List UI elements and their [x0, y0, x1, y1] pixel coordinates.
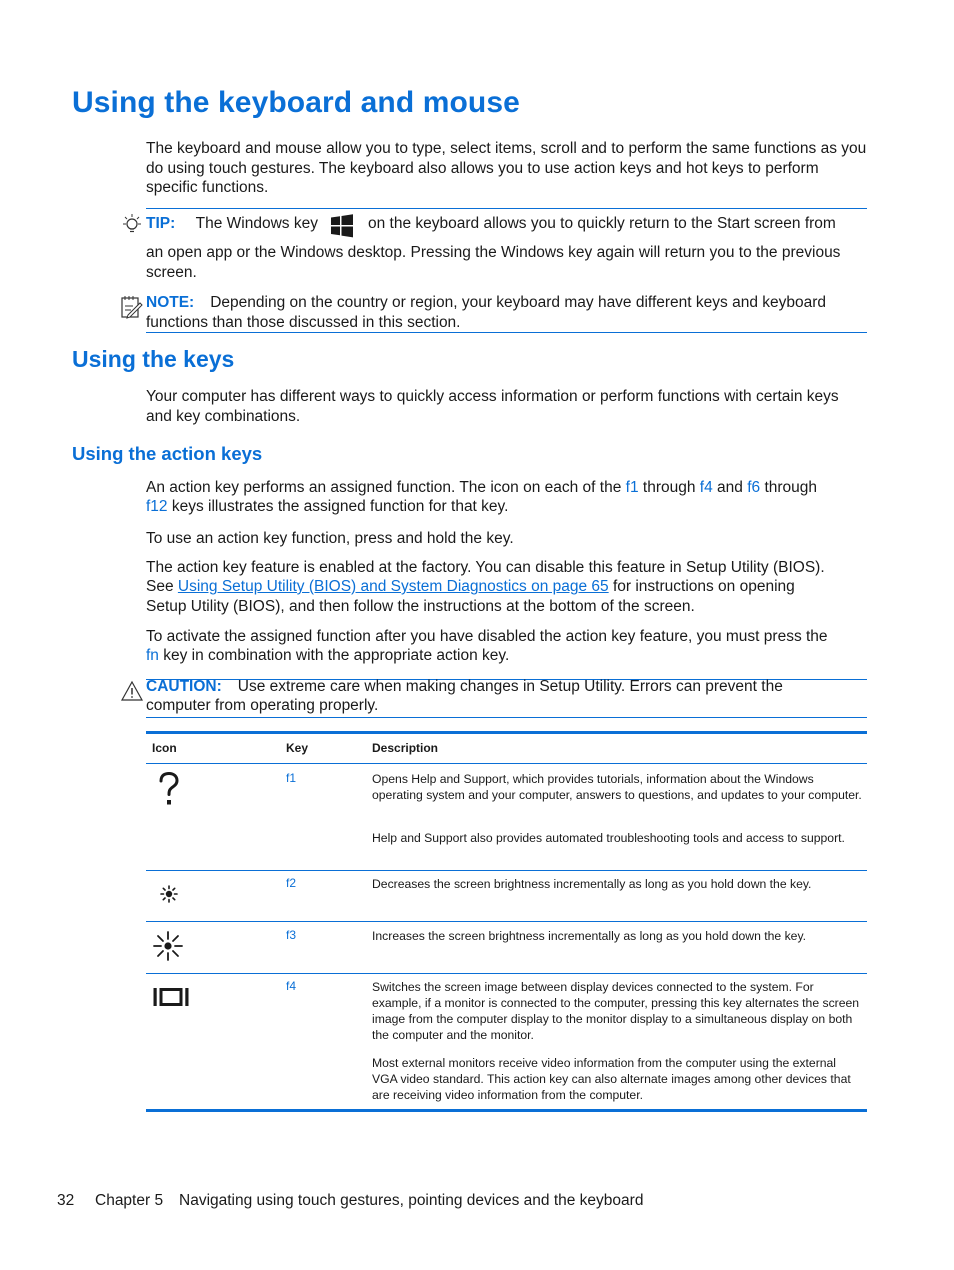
- action-p3-line3: Setup Utility (BIOS), and then follow the instructions at the bottom of the screen.: [146, 598, 695, 615]
- lightbulb-icon: [120, 212, 144, 238]
- note-bottom-rule: [146, 332, 867, 333]
- action-p3-line1: The action key feature is enabled at the factory. You can disable this feature in Setup Utility (BIOS).: [146, 559, 825, 576]
- action-p1-line1: [146, 479, 817, 497]
- table-header-key: Key: [286, 741, 309, 755]
- action-p1-line2: [146, 498, 508, 516]
- brightness-up-icon: [152, 930, 184, 962]
- setup-utility-link[interactable]: Using Setup Utility (BIOS) and System Diagnostics on page 65: [177, 578, 609, 595]
- action-p1-text-a: An action key performs an assigned function. The icon on each of the: [146, 479, 626, 496]
- table-top-rule: [146, 731, 867, 734]
- table-row-1-key: f1: [286, 771, 297, 785]
- footer-chapter: Chapter 5: [95, 1192, 164, 1209]
- action-p4-line2: [146, 647, 509, 665]
- action-p1-text-c: and: [712, 479, 748, 496]
- brightness-down-icon: [158, 883, 180, 905]
- caution-bottom-rule: [146, 717, 867, 718]
- table-row-rule: [146, 921, 867, 922]
- table-row-4-key: f4: [286, 979, 297, 993]
- table-row-3-desc-1: Increases the screen brightness incrementally as long as you hold down the key.: [372, 929, 807, 943]
- note-paragraph: [146, 293, 868, 332]
- table-header-description: Description: [372, 741, 439, 755]
- action-p3-text-c: for instructions on opening: [608, 578, 795, 595]
- action-p4-line1: To activate the assigned function after you have disabled the action key feature, you must press the: [146, 628, 828, 645]
- footer-page-number: 32: [57, 1192, 75, 1209]
- action-p4-text-b: key in combination with the appropriate action key.: [158, 647, 510, 664]
- windows-key-icon: [330, 214, 354, 238]
- warning-icon: [120, 680, 144, 702]
- intro-paragraph: The keyboard and mouse allow you to type, select items, scroll and to perform the same functions as you do using touch gestures. The keyboard also allows you to use action keys and hot keys to perform specific functions.: [146, 140, 867, 197]
- table-row-rule: [146, 973, 867, 974]
- tip-text-after: on the keyboard allows you to quickly return to the Start screen from: [368, 215, 836, 232]
- key-f12-ref: f12: [146, 498, 168, 515]
- tip-text-continued: an open app or the Windows desktop. Pressing the Windows key again will return you to the previous screen.: [146, 244, 841, 281]
- action-p2: To use an action key function, press and hold the key.: [146, 530, 514, 547]
- table-row-1-desc-1: Opens Help and Support, which provides tutorials, information about the Windows operating system and your computer, answers to questions, and updates to your computer.: [372, 772, 862, 802]
- action-p3-line2: [146, 578, 795, 596]
- action-p1-text-e: keys illustrates the assigned function for that key.: [167, 498, 509, 515]
- note-icon: [120, 294, 144, 320]
- caution-line-2: computer from operating properly.: [146, 697, 379, 714]
- note-text: Depending on the country or region, your keyboard may have different keys and keyboard functions than those discussed in this section.: [146, 294, 827, 331]
- table-row-rule: [146, 870, 867, 871]
- action-p1-text-b: through: [638, 479, 700, 496]
- table-bottom-rule: [146, 1109, 867, 1112]
- caution-line-1: [146, 678, 783, 696]
- key-f6-ref: f6: [747, 479, 761, 496]
- caution-text-1: Use extreme care when making changes in Setup Utility. Errors can prevent the: [237, 678, 783, 695]
- caution-label: CAUTION:: [146, 678, 222, 695]
- section-heading-keys: Using the keys: [72, 346, 235, 372]
- note-label: NOTE:: [146, 294, 195, 311]
- section-heading-action-keys: Using the action keys: [72, 443, 263, 464]
- action-p1-text-d: through: [760, 479, 818, 496]
- tip-top-rule: [146, 208, 867, 209]
- table-row-4-desc-1: Switches the screen image between display devices connected to the system. For example, if a monitor is connected to the computer, pressing this key alternates the screen image from the computer display to the monitor display to a simultaneous display on both the computer and the monitor.: [372, 980, 860, 1042]
- tip-line-1: [146, 215, 318, 233]
- section-keys-paragraph: Your computer has different ways to quickly access information or perform functions with certain keys and key combinations.: [146, 388, 839, 425]
- table-row-3-key: f3: [286, 928, 297, 942]
- table-header-icon: Icon: [152, 741, 177, 755]
- table-header-rule: [146, 763, 867, 764]
- action-p3-text-b: See: [146, 578, 178, 595]
- switch-display-icon: [152, 986, 190, 1008]
- tip-text-before: The Windows key: [195, 215, 318, 232]
- tip-label: TIP:: [146, 215, 176, 232]
- key-fn-ref: fn: [146, 647, 159, 664]
- key-f4-ref: f4: [699, 479, 713, 496]
- table-row-4-desc-2: Most external monitors receive video information from the computer using the external VGA video standard. This action key can also alternate images among other devices that are receiving video information from the computer.: [372, 1056, 851, 1102]
- table-row-1-desc-2: Help and Support also provides automated troubleshooting tools and access to support.: [372, 831, 845, 845]
- key-f1-ref: f1: [625, 479, 639, 496]
- question-mark-icon: [156, 772, 182, 808]
- page-title: Using the keyboard and mouse: [72, 86, 520, 119]
- table-row-2-desc-1: Decreases the screen brightness incrementally as long as you hold down the key.: [372, 877, 812, 891]
- footer-chapter-title: Navigating using touch gestures, pointing devices and the keyboard: [179, 1192, 644, 1209]
- table-row-2-key: f2: [286, 876, 297, 890]
